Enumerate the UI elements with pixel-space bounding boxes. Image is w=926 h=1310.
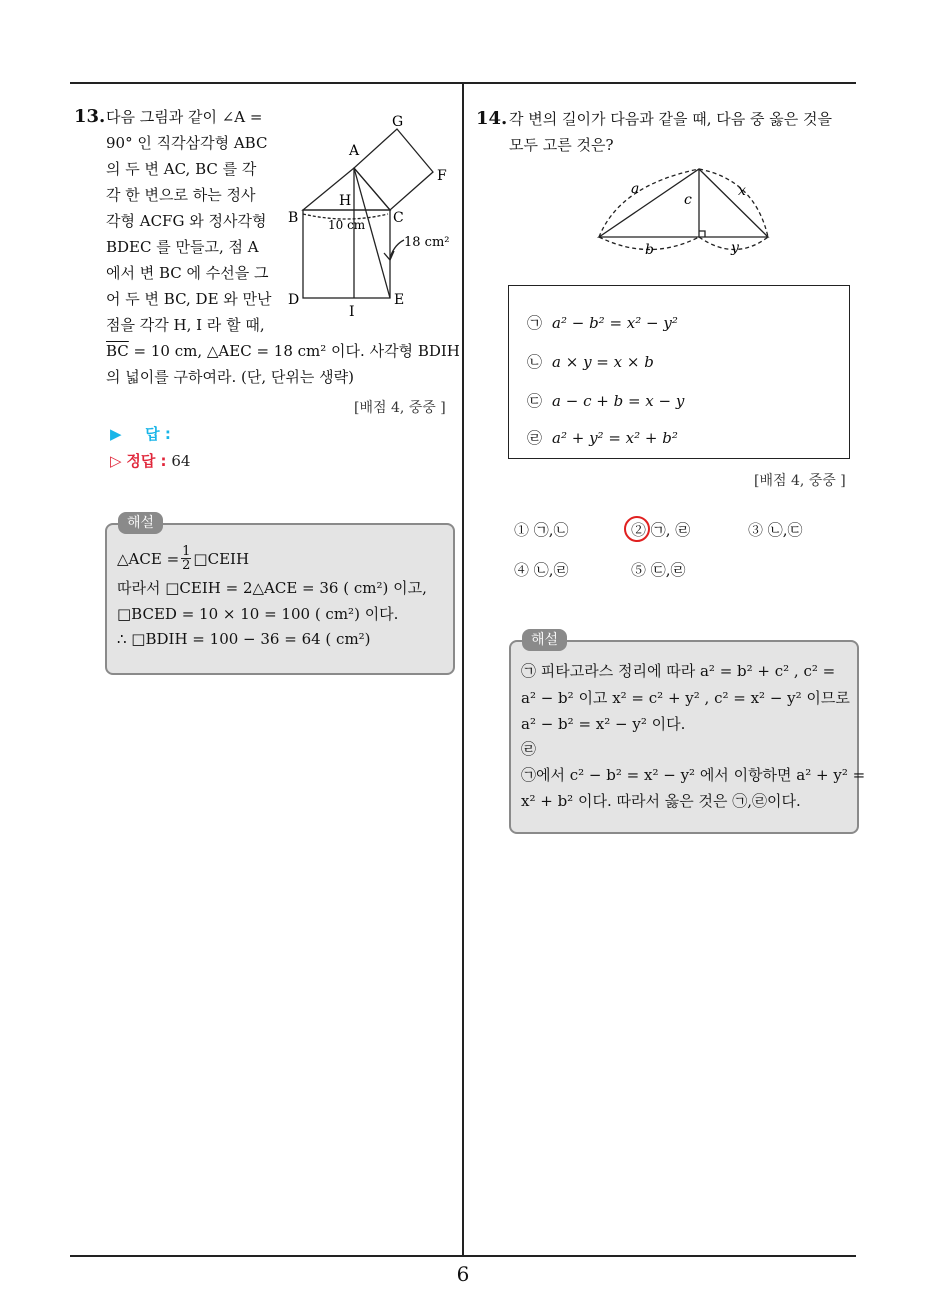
conditions-box xyxy=(508,285,850,459)
condition-expr: a × y = x × b xyxy=(552,353,654,371)
question-text-line xyxy=(106,341,460,361)
fraction xyxy=(181,545,191,572)
question-text-line: BDEC 를 만들고, 점 A xyxy=(106,238,259,256)
label-y: y xyxy=(731,240,739,256)
answer-arrow-icon: ▶ xyxy=(110,425,122,443)
choice-2[interactable]: ② ㉠, ㉣ xyxy=(631,521,691,539)
label-b: b xyxy=(645,242,654,258)
fraction-denominator: 2 xyxy=(182,558,191,573)
explanation-line: ㉠ 피타고라스 정리에 따라 a² = b² + c² , c² = xyxy=(521,662,836,680)
label-g: G xyxy=(392,114,404,130)
column-divider xyxy=(462,83,464,1255)
segment-bc: $\overline{BC}$ xyxy=(106,342,129,360)
explanation-text: □CEIH xyxy=(193,549,250,568)
explanation-line xyxy=(117,545,249,572)
explanation-line: □BCED = 10 × 10 = 100 ( cm²) 이다. xyxy=(117,605,399,623)
condition-expr: a² + y² = x² + b² xyxy=(552,429,678,447)
explanation-tag: 해설 xyxy=(522,629,567,651)
score-label: [배점 4, 중중 ] xyxy=(354,400,446,416)
right-angle-mark xyxy=(699,231,705,237)
explanation-tag: 해설 xyxy=(118,512,163,534)
answer-label: 답 : xyxy=(145,425,171,443)
condition-mark: ㉠ xyxy=(527,314,543,332)
page-number: 6 xyxy=(456,1262,470,1286)
bottom-rule xyxy=(70,1255,856,1257)
question-text-line: 각 한 변으로 하는 정사 xyxy=(106,186,256,204)
label-x: x xyxy=(738,183,746,199)
condition-mark: ㉣ xyxy=(527,429,543,447)
label-c: c xyxy=(684,192,692,208)
condition-expr: a − c + b = x − y xyxy=(552,392,685,410)
question-text-line: 각 변의 길이가 다음과 같을 때, 다음 중 옳은 것을 xyxy=(509,110,832,128)
question-text-line: 90° 인 직각삼각형 ABC xyxy=(106,134,268,152)
question-text-line: 각형 ACFG 와 정사각형 xyxy=(106,212,267,230)
question-number: 13. xyxy=(74,106,106,127)
condition-mark: ㉡ xyxy=(527,353,543,371)
question-text-line: 에서 변 BC 에 수선을 그 xyxy=(106,264,269,282)
label-c: C xyxy=(393,210,404,226)
question-text-line: 모두 고른 것은? xyxy=(509,136,614,154)
fraction-numerator: 1 xyxy=(182,544,191,559)
square-acfg xyxy=(354,129,433,210)
label-a: A xyxy=(349,143,360,159)
square-triangle-figure xyxy=(280,105,460,325)
correct-answer-label: 정답 : xyxy=(126,452,167,470)
condition-item xyxy=(527,312,678,333)
correct-answer-value: 64 xyxy=(171,452,191,470)
label-b: B xyxy=(288,210,299,226)
choice-5[interactable]: ⑤ ㉢,㉣ xyxy=(631,561,686,579)
explanation-line: x² + b² 이다. 따라서 옳은 것은 ㉠,㉣이다. xyxy=(521,792,801,810)
explanation-line: ㉠에서 c² − b² = x² − y² 에서 이항하면 a² + y² = xyxy=(521,766,866,784)
question-text-line: 점을 각각 H, I 라 할 때, xyxy=(106,316,265,334)
area-label: 18 cm² xyxy=(404,235,450,250)
condition-expr: a² − b² = x² − y² xyxy=(552,314,678,332)
score-label: [배점 4, 중중 ] xyxy=(754,473,846,489)
label-h: H xyxy=(339,193,352,209)
correct-arrow-icon: ▷ xyxy=(110,452,122,470)
condition-item xyxy=(527,390,684,411)
length-label: 10 cm xyxy=(328,218,366,232)
label-i: I xyxy=(349,304,355,320)
explanation-text: △ACE = xyxy=(117,549,180,568)
question-text-line: 다음 그림과 같이 ∠A = xyxy=(106,108,263,126)
explanation-line: a² − b² = x² − y² 이다. xyxy=(521,715,686,733)
explanation-line: ㉣ xyxy=(521,740,537,758)
condition-item xyxy=(527,427,678,448)
answer-row xyxy=(110,423,171,444)
explanation-line: 따라서 □CEIH = 2△ACE = 36 ( cm²) 이고, xyxy=(117,579,427,597)
condition-mark: ㉢ xyxy=(527,392,543,410)
question-text-line: 어 두 변 BC, DE 와 만난 xyxy=(106,290,272,308)
label-f: F xyxy=(437,168,447,184)
triangle-figure xyxy=(592,160,776,260)
question-number: 14. xyxy=(476,108,508,129)
question-text-line: 의 넓이를 구하여라. (단, 단위는 생략) xyxy=(106,368,354,386)
explanation-line: ∴ □BDIH = 100 − 36 = 64 ( cm²) xyxy=(117,630,371,648)
correct-answer-row xyxy=(110,450,190,471)
choice-1[interactable]: ① ㉠,㉡ xyxy=(514,521,569,539)
label-e: E xyxy=(394,292,405,308)
condition-item xyxy=(527,351,654,372)
choice-3[interactable]: ③ ㉡,㉢ xyxy=(748,521,803,539)
label-a: a xyxy=(631,181,640,197)
question-text-line: 의 두 변 AC, BC 를 각 xyxy=(106,160,257,178)
question-text-rest: = 10 cm, △AEC = 18 cm² 이다. 사각형 BDIH xyxy=(128,342,460,360)
explanation-line: a² − b² 이고 x² = c² + y² , c² = x² − y² 이므로 xyxy=(521,689,850,707)
label-d: D xyxy=(288,292,300,308)
choice-4[interactable]: ④ ㉡,㉣ xyxy=(514,561,569,579)
segment-ae xyxy=(354,168,390,298)
